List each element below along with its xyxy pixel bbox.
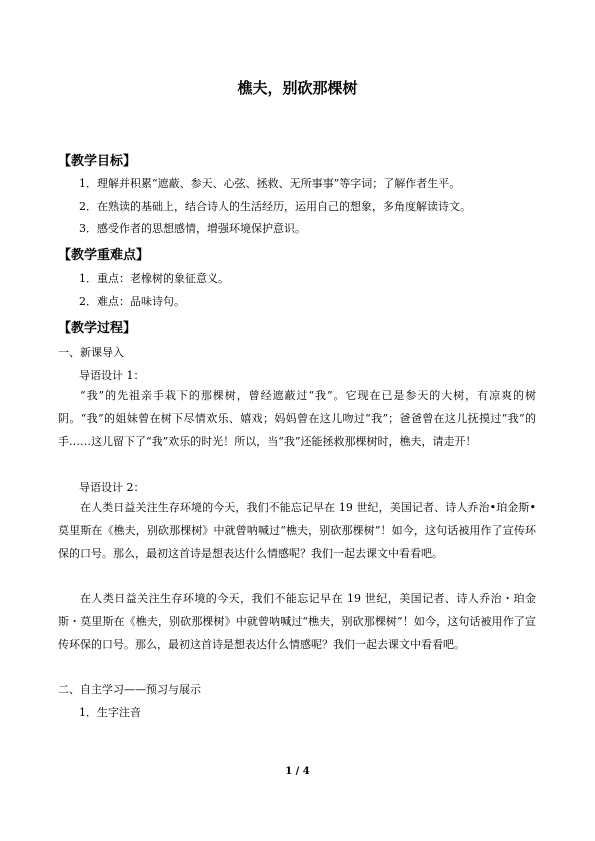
part2-item-1: 1．生字注音 <box>79 706 141 719</box>
objective-item-1: 1．理解并积累“遮蔽、参天、心弦、拯救、无所事事”等字词；了解作者生平。 <box>79 177 461 190</box>
key-points-heading: 【教学重难点】 <box>58 248 150 263</box>
part2-title: 二、自主学习——预习与展示 <box>58 683 201 696</box>
design1-paragraph: “我”的先祖亲手栽下的那棵树，曾经遮蔽过“我”。它现在已是参天的大树，有凉爽的树阴。“我”的姐妹曾在树下尽情欢乐、嬉戏；妈妈曾在这儿吻过“我”；爸爸曾在这儿抚摸过“我”的手……这儿留下了“我”欢乐的时光！所以，当“我”还能拯救那棵树时，樵夫，请走开！ <box>58 389 536 448</box>
design2-paragraph-a: 在人类日益关注生存环境的今天，我们不能忘记早在 19 世纪，美国记者、诗人乔治•珀金斯•莫里斯在《樵夫，别砍那棵树》中就曾呐喊过“樵夫，别砍那棵树”！如今，这句话被用作了宣传环保的口号。那么，最初这首诗是想表达什么情感呢？我们一起去课文中看看吧。 <box>58 501 536 560</box>
page-number: 1 / 4 <box>285 766 310 777</box>
design1-label: 导语设计 1： <box>79 369 145 382</box>
page-title: 樵夫，别砍那棵树 <box>237 79 358 97</box>
design2-paragraph-b: 在人类日益关注生存环境的今天，我们不能忘记早在 19 世纪，美国记者、诗人乔治・珀金斯・莫里斯在《樵夫，别砍那棵树》中就曾呐喊过“樵夫，别砍那棵树”！如今，这句话被用作了宣传环保的口号。那么，最初这首诗是想表达什么情感呢？我们一起去课文中看看吧。 <box>58 592 536 651</box>
objective-item-2: 2．在熟读的基础上，结合诗人的生活经历，运用自己的想象，多角度解读诗文。 <box>79 200 471 213</box>
key-point-item-2: 2．难点：品味诗句。 <box>79 295 185 308</box>
process-heading: 【教学过程】 <box>58 321 137 336</box>
objectives-heading: 【教学目标】 <box>58 154 137 169</box>
part1-title: 一、新课导入 <box>58 346 124 359</box>
key-point-item-1: 1．重点：老橡树的象征意义。 <box>79 272 229 285</box>
objective-item-3: 3．感受作者的思想感情，增强环境保护意识。 <box>79 222 306 235</box>
design2-label: 导语设计 2： <box>79 481 145 494</box>
